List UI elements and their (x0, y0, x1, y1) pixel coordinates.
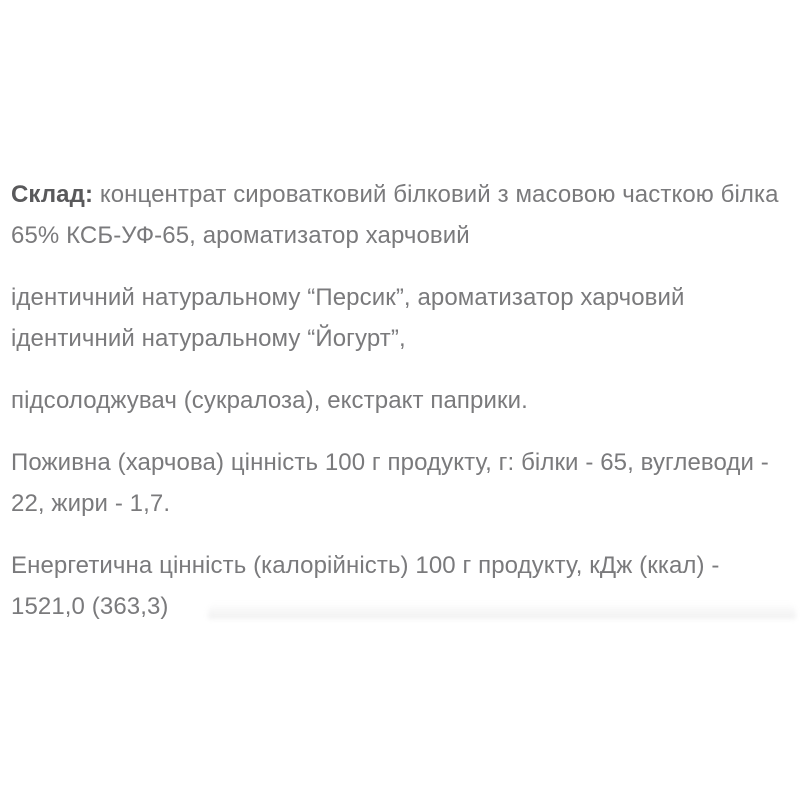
text-line: 22, жири - 1,7. (11, 490, 171, 517)
product-description-text (11, 174, 800, 648)
paragraph-energy (11, 545, 800, 627)
paragraph-flavors (11, 277, 800, 359)
paragraph-nutrition (11, 442, 800, 524)
text-line: підсолоджувач (сукралоза), екстракт паприки. (11, 387, 528, 414)
composition-text: концентрат сироватковий білковий з масовою часткою білка (93, 181, 779, 208)
text-line: ідентичний натуральному “Йогурт”, (11, 325, 406, 352)
text-line: Поживна (харчова) цінність 100 г продукту, г: білки - 65, вуглеводи - (11, 449, 769, 476)
composition-label: Склад: (11, 181, 94, 208)
text-line: 65% КСБ-УФ-65, ароматизатор харчовий (11, 222, 470, 249)
paragraph-sweetener (11, 380, 800, 421)
text-line: Енергетична цінність (калорійність) 100 г продукту, кДж (ккал) - (11, 552, 720, 579)
paragraph-composition (11, 174, 800, 256)
text-line: 1521,0 (363,3) (11, 593, 169, 620)
text-line (11, 174, 800, 215)
text-line: ідентичний натуральному “Персик”, ароматизатор харчовий (11, 284, 685, 311)
